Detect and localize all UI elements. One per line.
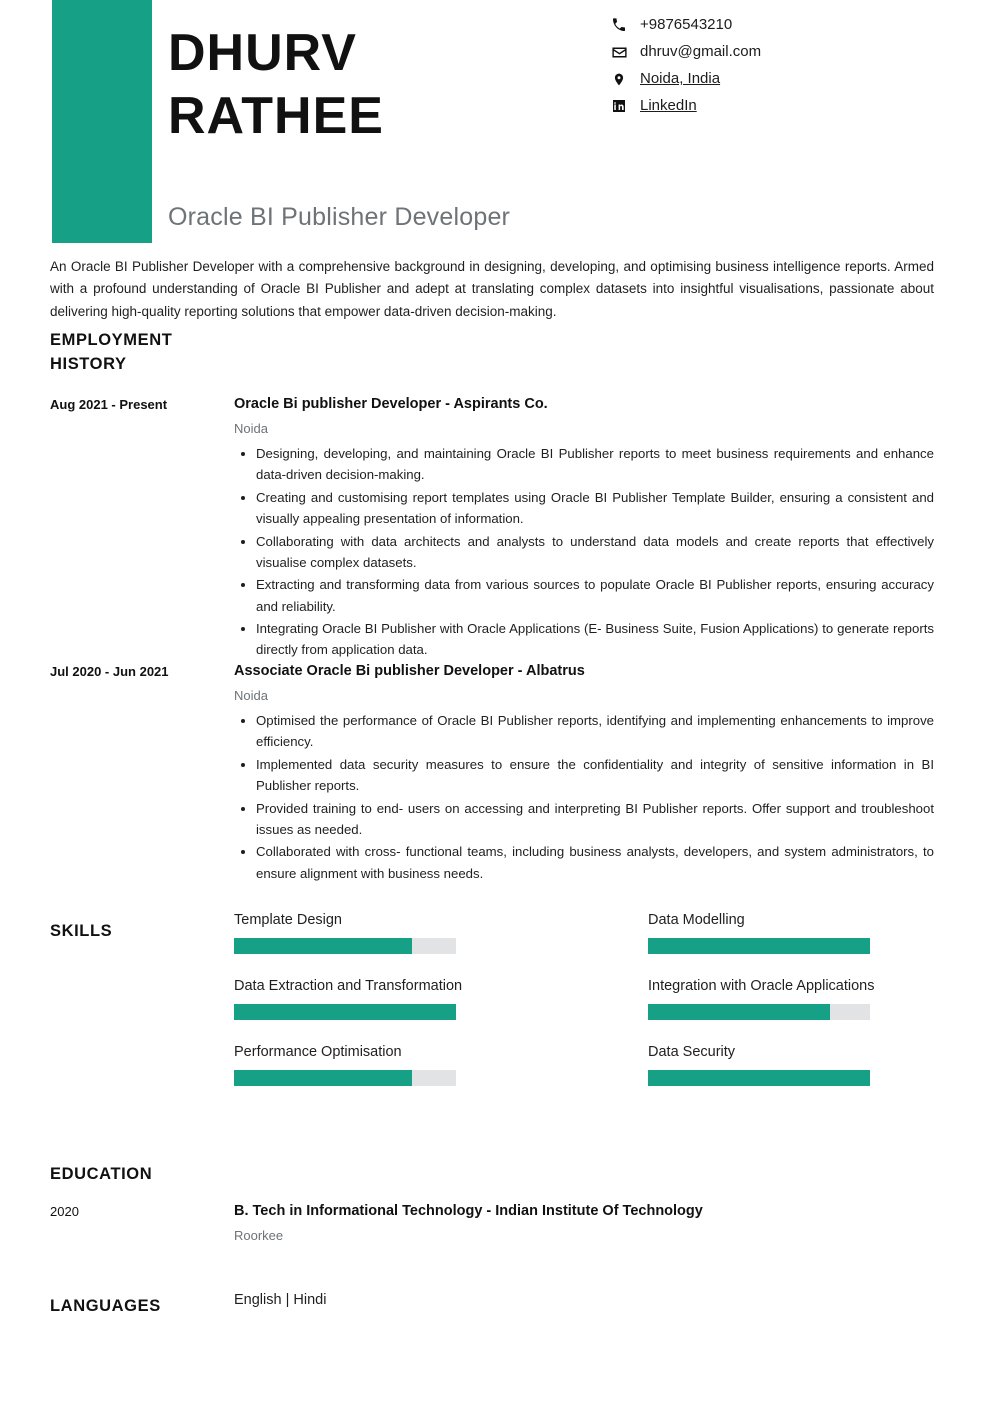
- education-heading-0: B. Tech in Informational Technology - Indian Institute Of Technology: [234, 1203, 703, 1219]
- employment-heading-0: Oracle Bi publisher Developer - Aspirants Co.: [234, 396, 548, 412]
- skill-fill-5: [648, 1070, 870, 1086]
- skill-name-1: Data Modelling: [648, 912, 745, 928]
- skill-item-1: [648, 912, 934, 954]
- contact-linkedin[interactable]: [608, 97, 938, 115]
- location-pin-icon: [608, 70, 630, 88]
- contact-linkedin-text[interactable]: LinkedIn: [640, 97, 697, 114]
- list-item: • Implemented data security measures to ensure the confidentiality and integrity of sensitive information in BI Publisher reports.: [256, 754, 934, 797]
- education-entry-0: [234, 1203, 934, 1250]
- contact-email-text: dhruv@gmail.com: [640, 43, 762, 60]
- skill-item-5: [648, 1044, 934, 1086]
- skills-grid: [234, 912, 934, 1086]
- employment-bullets-1: [234, 710, 934, 884]
- name-line-last: RATHEE: [168, 87, 384, 146]
- contact-email: [608, 43, 938, 61]
- skill-name-5: Data Security: [648, 1044, 736, 1060]
- skill-name-2: Data Extraction and Transformation: [234, 978, 463, 994]
- list-item: • Provided training to end- users on accessing and interpreting BI Publisher reports. Offer support and troubleshoot issues as needed.: [256, 798, 934, 841]
- list-item: • Designing, developing, and maintaining Oracle BI Publisher reports to meet business requirements and enhance data-driven decision-making.: [256, 443, 934, 486]
- contact-block: [608, 16, 938, 124]
- contact-phone-text: +9876543210: [640, 16, 733, 33]
- section-title-languages: LANGUAGES: [50, 1297, 161, 1315]
- skill-fill-2: [234, 1004, 456, 1020]
- email-icon: [608, 43, 630, 61]
- contact-phone: [608, 16, 938, 34]
- candidate-name: [168, 22, 628, 149]
- skill-name-3: Integration with Oracle Applications: [648, 978, 875, 994]
- skill-track-0: [234, 938, 456, 954]
- skill-item-4: [234, 1044, 520, 1086]
- employment-date-0: Aug 2021 - Present: [50, 397, 168, 412]
- languages-value: English | Hindi: [234, 1292, 327, 1308]
- linkedin-icon: [608, 97, 630, 115]
- section-title-education: EDUCATION: [50, 1165, 153, 1183]
- accent-bar: [52, 0, 152, 243]
- skill-track-2: [234, 1004, 456, 1020]
- section-title-employment: [50, 329, 225, 377]
- employment-date-1: Jul 2020 - Jun 2021: [50, 664, 169, 679]
- phone-icon: [608, 16, 630, 34]
- skill-fill-1: [648, 938, 870, 954]
- skill-name-4: Performance Optimisation: [234, 1044, 402, 1060]
- skill-track-5: [648, 1070, 870, 1086]
- list-item: • Collaborated with cross- functional teams, including business analysts, developers, and system administrators, to ensure alignment with business needs.: [256, 841, 934, 884]
- employment-entry-0: [234, 396, 934, 662]
- list-item: • Collaborating with data architects and analysts to understand data models and create reports that effectively visualise complex datasets.: [256, 531, 934, 574]
- skill-item-0: [234, 912, 520, 954]
- employment-entry-1: [234, 663, 934, 885]
- employment-location-0: Noida: [234, 421, 268, 436]
- employment-bullets-0: [234, 443, 934, 661]
- contact-location-text[interactable]: Noida, India: [640, 70, 721, 87]
- skill-track-1: [648, 938, 870, 954]
- skill-fill-3: [648, 1004, 830, 1020]
- list-item: • Optimised the performance of Oracle BI Publisher reports, identifying and implementing enhancements to improve efficiency.: [256, 710, 934, 753]
- skill-track-4: [234, 1070, 456, 1086]
- skill-name-0: Template Design: [234, 912, 342, 928]
- education-location-0: Roorkee: [234, 1228, 284, 1243]
- list-item: • Creating and customising report templates using Oracle BI Publisher Template Builder, ensuring a consistent and visually appealing presentation of information.: [256, 487, 934, 530]
- skill-item-2: [234, 978, 520, 1020]
- professional-summary: An Oracle BI Publisher Developer with a comprehensive background in designing, developing, and optimising business intelligence reports. Armed with a profound understanding of Oracle BI Publisher and adept at translating complex datasets into insightful visualisations, passionate about delivering high-quality reporting solutions that empower data-driven decision-making.: [50, 259, 934, 319]
- section-title-skills: SKILLS: [50, 922, 113, 940]
- contact-location[interactable]: [608, 70, 938, 88]
- list-item: • Extracting and transforming data from various sources to populate Oracle BI Publisher reports, ensuring accuracy and reliability.: [256, 574, 934, 617]
- education-date-0: 2020: [50, 1204, 79, 1219]
- skill-fill-4: [234, 1070, 412, 1086]
- section-title-employment-line1: EMPLOYMENT: [50, 331, 173, 349]
- employment-location-1: Noida: [234, 688, 268, 703]
- skill-track-3: [648, 1004, 870, 1020]
- job-title: Oracle BI Publisher Developer: [168, 203, 511, 231]
- skill-item-3: [648, 978, 934, 1020]
- employment-heading-1: Associate Oracle Bi publisher Developer - Albatrus: [234, 663, 585, 679]
- section-title-employment-line2: HISTORY: [50, 354, 127, 373]
- resume-header: [0, 0, 1000, 245]
- list-item: • Integrating Oracle BI Publisher with Oracle Applications (E- Business Suite, Fusion Applications) to generate reports directly from application data.: [256, 618, 934, 661]
- name-line-first: DHURV: [168, 24, 357, 82]
- skill-fill-0: [234, 938, 412, 954]
